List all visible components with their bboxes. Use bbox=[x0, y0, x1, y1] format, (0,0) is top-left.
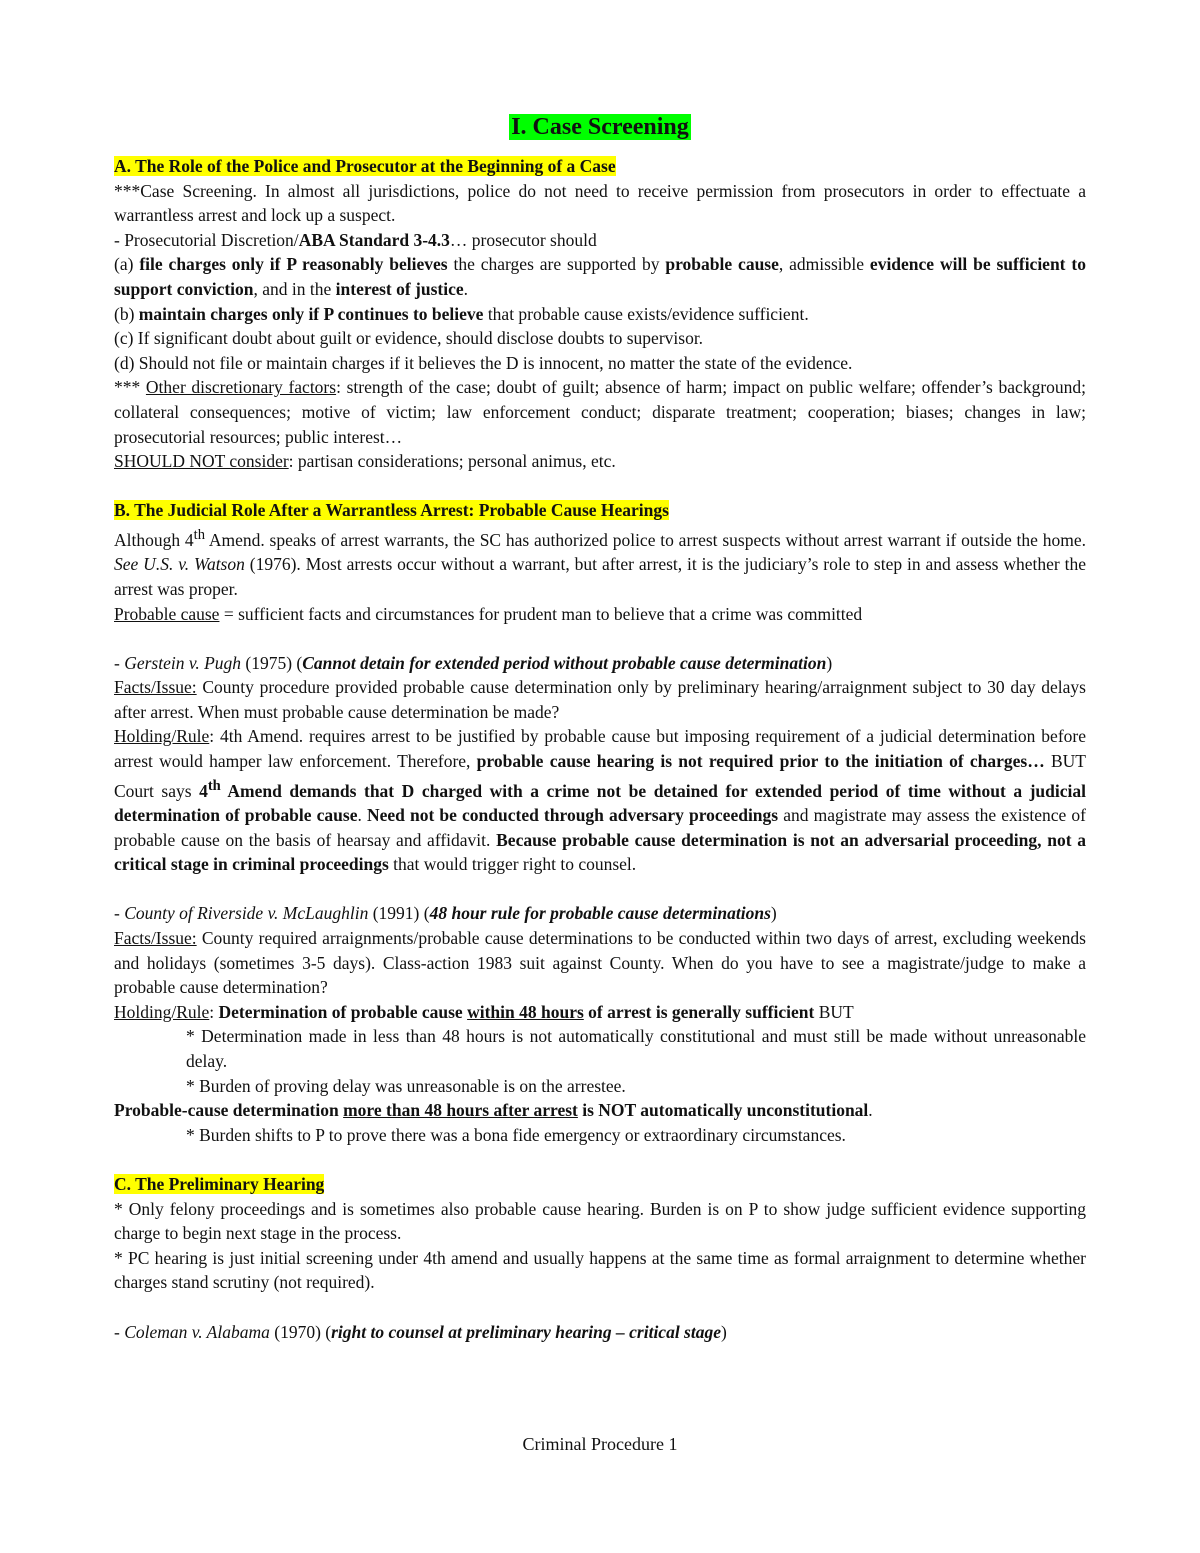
text: , admissible bbox=[778, 254, 870, 275]
superscript: th bbox=[193, 526, 206, 543]
item-c: (c) If significant doubt about guilt or evidence, should disclose doubts to supervisor. bbox=[114, 328, 704, 349]
text: (a) bbox=[114, 254, 140, 275]
text: . bbox=[463, 278, 469, 299]
text: ) bbox=[770, 903, 777, 924]
section-a-heading: A. The Role of the Police and Prosecutor at the Beginning of a Case bbox=[114, 156, 616, 176]
spacer bbox=[114, 877, 1086, 902]
text: ) bbox=[826, 652, 833, 673]
text: that probable cause exists/evidence sufficient. bbox=[483, 303, 809, 324]
bold-text: file charges only if P reasonably believes bbox=[139, 254, 448, 275]
prosecutorial-discretion-line bbox=[114, 228, 1086, 253]
text: that would trigger right to counsel. bbox=[388, 854, 637, 875]
underlined-label: Holding/Rule bbox=[114, 1001, 210, 1022]
text: : strength of the case; doubt of guilt; absence of harm; impact on public welfare; offender’s background; collateral consequences; motive of victim; law enforcement conduct; disparate treatment; cooperation; biases; changes in law; prosecutorial resources; public interest… bbox=[114, 377, 1087, 447]
text: *** bbox=[114, 377, 146, 398]
bold-text: 4 bbox=[199, 780, 208, 801]
bold-text: Probable-cause determination bbox=[114, 1100, 344, 1121]
superscript: th bbox=[207, 777, 221, 794]
text: , and in the bbox=[253, 278, 336, 299]
bold-underlined-text: within 48 hours bbox=[467, 1001, 584, 1022]
riverside-point-2: * Burden of proving delay was unreasonable is on the arrestee. bbox=[186, 1075, 626, 1096]
text: Amend. speaks of arrest warrants, the SC has authorized police to arrest suspects without arrest warrant if outside the home. bbox=[205, 529, 1086, 550]
text: and magistrate may assess the existence of probable cause on the basis of hearsay and affidavit. bbox=[114, 805, 1086, 850]
aba-standard: ABA Standard 3-4.3 bbox=[298, 229, 450, 250]
case-citation: See U.S. v. Watson bbox=[114, 554, 245, 575]
case-rule: Cannot detain for extended period without probable cause determination bbox=[302, 652, 827, 673]
underlined-text: Probable cause bbox=[114, 603, 220, 624]
text: BUT Court says bbox=[114, 751, 1086, 801]
bold-text: Because probable cause determination is not an adversarial proceeding, not a critical stage in criminal proceedings bbox=[114, 829, 1086, 875]
gerstein-case-heading bbox=[114, 651, 1086, 676]
bold-text: probable cause bbox=[665, 254, 779, 275]
underlined-label: Facts/Issue: bbox=[114, 928, 197, 949]
riverside-holding bbox=[114, 1000, 1086, 1025]
text: : partisan considerations; personal animus, etc. bbox=[288, 451, 616, 472]
text: (1976). Most arrests occur without a warrant, but after arrest, it is the judiciary’s role to step in and assess whether the arrest was proper. bbox=[114, 554, 1086, 599]
item-a bbox=[114, 252, 1086, 301]
riverside-point-1: * Determination made in less than 48 hours is not automatically constitutional and must still be made without unreasonable delay. bbox=[186, 1026, 1086, 1072]
section-c-heading: C. The Preliminary Hearing bbox=[114, 1174, 325, 1194]
text: Although 4 bbox=[114, 529, 194, 550]
section-b-intro bbox=[114, 523, 1086, 602]
page-content bbox=[114, 110, 1086, 1344]
text: - bbox=[114, 903, 125, 924]
other-factors bbox=[114, 375, 1086, 449]
text: … prosecutor should bbox=[449, 229, 597, 250]
text: (1970) ( bbox=[269, 1321, 332, 1342]
case-name: Coleman v. Alabama bbox=[124, 1321, 270, 1342]
section-c-point-2: * PC hearing is just initial screening under 4th amend and usually happens at the same time as formal arraignment to determine whether charges stand scrutiny (not required). bbox=[114, 1247, 1086, 1293]
bold-text: Determination of probable cause bbox=[218, 1001, 468, 1022]
bold-text: Need not be conducted through adversary proceedings bbox=[366, 805, 779, 826]
text: : bbox=[209, 1001, 219, 1022]
text: ) bbox=[721, 1321, 727, 1342]
bold-text: maintain charges only if P continues to believe bbox=[138, 303, 484, 324]
gerstein-holding bbox=[114, 724, 1086, 876]
gerstein-facts bbox=[114, 675, 1086, 724]
text: : 4th Amend. requires arrest to be justified by probable cause but imposing requirement of a judicial determination before arrest would hamper law enforcement. Therefore, bbox=[114, 726, 1086, 772]
bold-text: of arrest is generally sufficient bbox=[583, 1001, 815, 1022]
spacer bbox=[114, 626, 1086, 651]
bold-text: interest of justice bbox=[335, 278, 464, 299]
text: the charges are supported by bbox=[447, 254, 666, 275]
bold-text: evidence will be sufficient to support conviction bbox=[114, 254, 1086, 299]
bold-text: probable cause hearing is not required prior to the initiation of charges… bbox=[476, 751, 1045, 772]
text: - bbox=[114, 652, 125, 673]
item-b bbox=[114, 302, 1086, 327]
text: (b) bbox=[114, 303, 139, 324]
page-title: I. Case Screening bbox=[511, 114, 689, 140]
text: BUT bbox=[814, 1001, 854, 1022]
spacer bbox=[114, 1147, 1086, 1172]
underlined-label: Holding/Rule bbox=[114, 726, 210, 747]
text: - bbox=[114, 1321, 125, 1342]
case-rule: right to counsel at preliminary hearing – critical stage bbox=[331, 1321, 721, 1342]
section-a-heading-line bbox=[114, 154, 1086, 179]
case-rule: 48 hour rule for probable cause determinations bbox=[429, 903, 771, 924]
section-c-point-1: * Only felony proceedings and is sometimes also probable cause hearing. Burden is on P to show judge sufficient evidence supporting charge to begin next stage in the process. bbox=[114, 1198, 1086, 1244]
section-a-intro: ***Case Screening. In almost all jurisdictions, police do not need to receive permission from prosecutors in order to effectuate a warrantless arrest and lock up a suspect. bbox=[114, 180, 1086, 226]
bold-text: is NOT automatically unconstitutional bbox=[577, 1100, 869, 1121]
riverside-facts bbox=[114, 926, 1086, 1000]
case-name: County of Riverside v. McLaughlin bbox=[124, 903, 369, 924]
item-d: (d) Should not file or maintain charges if it believes the D is innocent, no matter the state of the evidence. bbox=[114, 352, 853, 373]
text: County procedure provided probable cause determination only by preliminary hearing/arraignment subject to 30 day delays after arrest. When must probable cause determination be made? bbox=[114, 677, 1086, 722]
spacer bbox=[114, 474, 1086, 499]
probable-cause-definition bbox=[114, 602, 1086, 627]
text: County required arraignments/probable cause determinations to be conducted within two days of arrest, excluding weekends and holidays (sometimes 3-5 days). Class-action 1983 suit against County. When do you have to see a magistrate/judge to make a probable cause determination? bbox=[114, 928, 1086, 998]
text: - Prosecutorial Discretion/ bbox=[114, 229, 299, 250]
riverside-point-3: * Burden shifts to P to prove there was a bona fide emergency or extraordinary circumstances. bbox=[186, 1124, 846, 1145]
text: . bbox=[357, 805, 367, 826]
section-c-heading-line bbox=[114, 1172, 1086, 1197]
bold-text: Amend demands that D charged with a crime not be detained for extended period of time without a judicial determination of probable cause bbox=[114, 780, 1087, 826]
should-not-consider bbox=[114, 449, 1086, 474]
text: = sufficient facts and circumstances for prudent man to believe that a crime was committed bbox=[219, 603, 863, 624]
section-b-heading: B. The Judicial Role After a Warrantless Arrest: Probable Cause Hearings bbox=[114, 500, 669, 521]
text: (1991) ( bbox=[368, 903, 430, 924]
bold-underlined-text: more than 48 hours after arrest bbox=[343, 1100, 578, 1121]
text: . bbox=[868, 1100, 873, 1121]
coleman-case-heading bbox=[114, 1320, 1086, 1345]
text: (1975) ( bbox=[241, 652, 303, 673]
title-row bbox=[114, 110, 1086, 144]
page-footer: Criminal Procedure 1 bbox=[522, 1434, 678, 1454]
underlined-text: Other discretionary factors bbox=[145, 377, 337, 398]
case-name: Gerstein v. Pugh bbox=[124, 652, 242, 673]
underlined-text: SHOULD NOT consider bbox=[114, 451, 289, 472]
riverside-more-than-48 bbox=[114, 1098, 1086, 1123]
section-b-heading-line bbox=[114, 498, 1086, 523]
underlined-label: Facts/Issue: bbox=[114, 677, 197, 698]
spacer bbox=[114, 1295, 1086, 1320]
riverside-case-heading bbox=[114, 901, 1086, 926]
